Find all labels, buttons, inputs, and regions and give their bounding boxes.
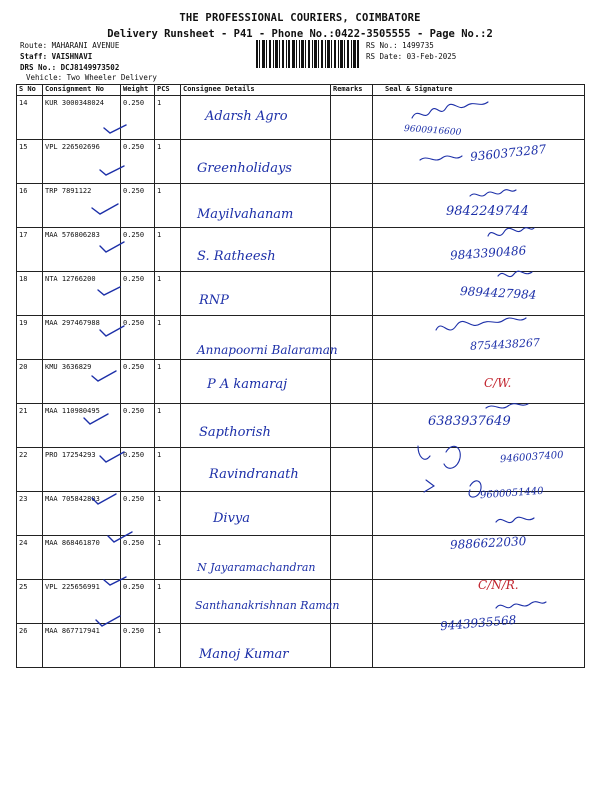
signature-phone: 6383937649: [428, 414, 511, 429]
consignee-details: [181, 448, 331, 492]
remarks: [331, 96, 373, 140]
company-title: THE PROFESSIONAL COURIERS, COIMBATORE: [179, 12, 421, 24]
col-consignment: Consignment No: [43, 85, 121, 96]
consignment-no: TRP 7891122: [43, 184, 121, 228]
col-signature: Seal & Signature: [373, 85, 585, 96]
table-row: [17, 96, 585, 140]
pcs: 1: [155, 492, 181, 536]
signature-cell: [373, 624, 585, 668]
signature-phone: 8754438267: [469, 336, 541, 353]
col-pcs: PCS: [155, 85, 181, 96]
consignee-name: P A kamaraj: [207, 377, 288, 392]
weight: 0.250: [121, 492, 155, 536]
consignee-details: [181, 360, 331, 404]
pcs: 1: [155, 272, 181, 316]
signature-phone: 9443935568: [439, 612, 517, 634]
signature-phone: 9886622030: [449, 534, 527, 552]
consignee-details: [181, 184, 331, 228]
consignee-details: [181, 228, 331, 272]
remarks: [331, 536, 373, 580]
table-header-row: [17, 85, 585, 96]
consignment-no: NTA 12766200: [43, 272, 121, 316]
consignee-details: [181, 140, 331, 184]
consignment-no: KMU 3636829: [43, 360, 121, 404]
consignment-no: MAA 705842803: [43, 492, 121, 536]
rs-number: RS No.: 1499735: [366, 41, 434, 50]
sno: 19: [17, 316, 43, 360]
pcs: 1: [155, 140, 181, 184]
consignee-details: [181, 96, 331, 140]
consignment-no: KUR 3000348024: [43, 96, 121, 140]
remarks: [331, 492, 373, 536]
signature-phone: 9842249744: [446, 204, 529, 219]
col-consignee: Consignee Details: [181, 85, 331, 96]
consignment-no: MAA 576806283: [43, 228, 121, 272]
signature-phone: 9460037400: [499, 449, 564, 466]
remarks: [331, 184, 373, 228]
pcs: 1: [155, 316, 181, 360]
weight: 0.250: [121, 360, 155, 404]
consignee-name: Manoj Kumar: [199, 647, 289, 662]
consignee-name: Sapthorish: [199, 425, 271, 440]
sno: 25: [17, 580, 43, 624]
consignment-no: MAA 110980495: [43, 404, 121, 448]
signature-phone: 9843390486: [449, 243, 527, 263]
consignee-name: Divya: [213, 511, 251, 526]
consignment-no: MAA 297467988: [43, 316, 121, 360]
signature-phone: 9600916600: [403, 124, 462, 138]
consignment-no: VPL 225656991: [43, 580, 121, 624]
weight: 0.250: [121, 184, 155, 228]
pcs: 1: [155, 360, 181, 404]
remarks: [331, 360, 373, 404]
sno: 21: [17, 404, 43, 448]
pcs: 1: [155, 96, 181, 140]
consignee-details: [181, 536, 331, 580]
consignee-details: [181, 492, 331, 536]
sno: 22: [17, 448, 43, 492]
barcode-icon: [256, 40, 360, 68]
remarks: [331, 140, 373, 184]
signature-cell: [373, 316, 585, 360]
signature-remark: C/N/R.: [478, 578, 519, 592]
staff-label: Staff: VAISHNAVI: [20, 52, 93, 61]
pcs: 1: [155, 580, 181, 624]
signature-phone: 9894427984: [459, 284, 537, 302]
signature-phone: 9600051440: [479, 485, 544, 502]
consignee-details: [181, 404, 331, 448]
route-label: Route: MAHARANI AVENUE: [20, 41, 120, 50]
pcs: 1: [155, 624, 181, 668]
consignee-name: Mayilvahanam: [197, 207, 294, 222]
remarks: [331, 272, 373, 316]
weight: 0.250: [121, 272, 155, 316]
consignment-no: PRO 17254293: [43, 448, 121, 492]
consignee-name: S. Ratheesh: [197, 249, 276, 264]
consignee-name: Greenholidays: [197, 161, 292, 176]
weight: 0.250: [121, 140, 155, 184]
pcs: 1: [155, 448, 181, 492]
weight: 0.250: [121, 404, 155, 448]
signature-remark: C/W.: [484, 376, 512, 390]
vehicle-label: Vehicle: Two Wheeler Delivery: [26, 73, 157, 82]
consignee-name: Annapoorni Balaraman: [197, 343, 338, 357]
pcs: 1: [155, 536, 181, 580]
signature-cell: [373, 360, 585, 404]
sno: 26: [17, 624, 43, 668]
weight: 0.250: [121, 316, 155, 360]
weight: 0.250: [121, 536, 155, 580]
consignment-no: VPL 226502696: [43, 140, 121, 184]
consignee-details: [181, 316, 338, 360]
remarks: [331, 404, 373, 448]
consignment-no: MAA 867717941: [43, 624, 121, 668]
sno: 17: [17, 228, 43, 272]
signature-phone: 9360373287: [469, 142, 547, 164]
consignee-details: [181, 272, 331, 316]
consignee-name: Adarsh Agro: [205, 109, 288, 124]
remarks: [331, 448, 373, 492]
col-remarks: Remarks: [331, 85, 373, 96]
remarks: [331, 624, 373, 668]
sno: 14: [17, 96, 43, 140]
weight: 0.250: [121, 580, 155, 624]
col-sno: S No: [17, 85, 43, 96]
consignee-details: [181, 580, 340, 624]
sno: 23: [17, 492, 43, 536]
sno: 15: [17, 140, 43, 184]
sno: 20: [17, 360, 43, 404]
pcs: 1: [155, 228, 181, 272]
consignment-no: MAA 868461870: [43, 536, 121, 580]
weight: 0.250: [121, 448, 155, 492]
weight: 0.250: [121, 228, 155, 272]
sno: 18: [17, 272, 43, 316]
remarks: [331, 228, 373, 272]
consignee-name: RNP: [199, 293, 229, 308]
consignee-name: Santhanakrishnan Raman: [195, 599, 340, 612]
signature-cell: [373, 492, 585, 536]
consignee-details: [181, 624, 331, 668]
table-row: [17, 624, 585, 668]
col-weight: Weight: [121, 85, 155, 96]
sno: 24: [17, 536, 43, 580]
runsheet-subtitle: Delivery Runsheet - P41 - Phone No.:0422-3505555 - Page No.:2: [107, 28, 493, 40]
weight: 0.250: [121, 624, 155, 668]
rs-date: RS Date: 03-Feb-2025: [366, 52, 457, 61]
consignee-name: Ravindranath: [209, 467, 299, 482]
pcs: 1: [155, 404, 181, 448]
pcs: 1: [155, 184, 181, 228]
sno: 16: [17, 184, 43, 228]
consignee-name: N Jayaramachandran: [197, 561, 316, 574]
weight: 0.250: [121, 96, 155, 140]
drs-number: DRS No.: DCJ8149973502: [20, 63, 120, 72]
